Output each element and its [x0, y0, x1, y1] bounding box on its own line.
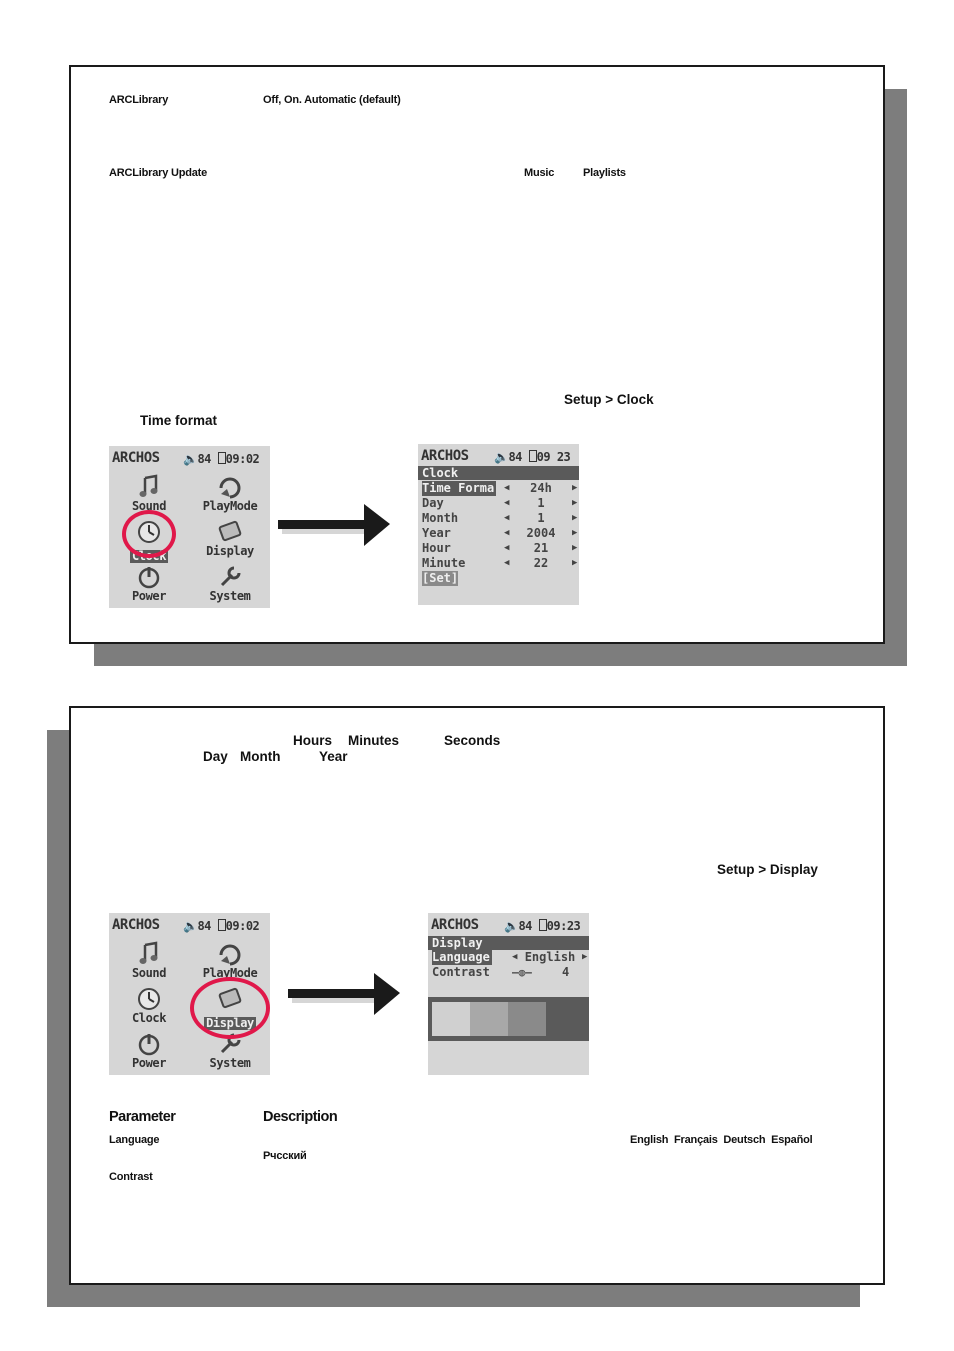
- arclibrary-label: ARCLibrary: [109, 94, 169, 106]
- right-arrow-icon[interactable]: ▶: [572, 528, 578, 538]
- status-bar: 🔈84 09 23: [494, 450, 571, 464]
- arclibrary-options: Off, On. Automatic (default): [263, 94, 401, 106]
- setting-row-minute[interactable]: Minute ◀ 22 ▶: [422, 556, 578, 570]
- menu-label-sound: Sound: [131, 966, 167, 980]
- setting-row-contrast[interactable]: Contrast —◍— 4: [432, 965, 570, 979]
- menu-item-sound[interactable]: [109, 941, 189, 980]
- battery-icon: [218, 919, 226, 931]
- playlists-label: Playlists: [583, 167, 626, 179]
- left-arrow-icon[interactable]: ◀: [504, 498, 510, 508]
- menu-label-clock: Clock: [131, 1011, 167, 1025]
- menu-item-playmode[interactable]: [190, 941, 270, 980]
- month-label: Month: [240, 749, 281, 764]
- playmode-icon: [217, 474, 243, 500]
- right-arrow-icon[interactable]: ▶: [572, 483, 578, 493]
- contrast-param: Contrast: [109, 1171, 153, 1183]
- music-label: Music: [524, 167, 555, 179]
- menu-item-clock[interactable]: [109, 986, 189, 1025]
- wrench-icon: [217, 564, 243, 590]
- battery-icon: [529, 450, 537, 462]
- right-arrow-icon[interactable]: ▶: [572, 513, 578, 523]
- speaker-icon: 🔈: [494, 450, 509, 464]
- contrast-slider[interactable]: —◍—: [512, 966, 532, 979]
- speaker-icon: 🔈: [183, 452, 198, 466]
- status-bar: 🔈84 09:02: [183, 452, 260, 466]
- menu-item-sound[interactable]: [109, 474, 189, 513]
- setting-row-language[interactable]: Language ◀ English ▶: [432, 950, 588, 964]
- menu-label-system: System: [209, 1056, 251, 1070]
- menu-item-display[interactable]: [190, 519, 270, 558]
- menu-label-display: Display: [206, 1016, 254, 1030]
- year-label: Year: [319, 749, 348, 764]
- music-note-icon: [136, 941, 162, 967]
- menu-label-system: System: [209, 589, 251, 603]
- archos-brand: ARCHOS: [112, 917, 160, 933]
- arclibrary-update-label: ARCLibrary Update: [109, 167, 208, 179]
- swatch-2: [470, 1002, 508, 1036]
- playmode-icon: [217, 941, 243, 967]
- setting-row-year[interactable]: Year ◀ 2004 ▶: [422, 526, 578, 540]
- speaker-icon: 🔈: [504, 919, 519, 933]
- music-note-icon: [136, 474, 162, 500]
- archos-brand: ARCHOS: [112, 450, 160, 466]
- right-arrow-icon: [288, 971, 408, 1019]
- menu-item-playmode[interactable]: [190, 474, 270, 513]
- right-arrow-icon[interactable]: ▶: [572, 498, 578, 508]
- setup-clock-path: Setup > Clock: [564, 392, 654, 407]
- table-header-description: Description: [263, 1109, 338, 1125]
- menu-item-power[interactable]: [109, 1031, 189, 1070]
- right-arrow-icon: [278, 502, 398, 550]
- day-label: Day: [203, 749, 228, 764]
- setting-row-month[interactable]: Month ◀ 1 ▶: [422, 511, 578, 525]
- left-arrow-icon[interactable]: ◀: [512, 952, 518, 962]
- setting-row-hour[interactable]: Hour ◀ 21 ▶: [422, 541, 578, 555]
- menu-label-playmode: PlayMode: [202, 966, 258, 980]
- minutes-label: Minutes: [348, 733, 400, 748]
- menu-item-power[interactable]: [109, 564, 189, 603]
- main-menu-screen-1: [109, 446, 270, 608]
- display-icon: [217, 519, 243, 545]
- menu-label-clock: Clock: [131, 549, 167, 563]
- left-arrow-icon[interactable]: ◀: [504, 513, 510, 523]
- status-bar: 🔈84 09:23: [504, 919, 581, 933]
- setting-row-day[interactable]: Day ◀ 1 ▶: [422, 496, 578, 510]
- clock-settings-screen: [418, 444, 579, 605]
- battery-icon: [539, 919, 547, 931]
- right-arrow-icon[interactable]: ▶: [572, 543, 578, 553]
- languages-list: English Français Deutsch Español: [630, 1134, 813, 1146]
- display-settings-screen: [428, 913, 589, 1075]
- right-arrow-icon[interactable]: ▶: [582, 952, 588, 962]
- russian-option: Рчсский: [263, 1150, 307, 1162]
- menu-label-playmode: PlayMode: [202, 499, 258, 513]
- left-arrow-icon[interactable]: ◀: [504, 528, 510, 538]
- speaker-icon: 🔈: [183, 919, 198, 933]
- setup-display-path: Setup > Display: [717, 862, 818, 877]
- menu-label-power: Power: [131, 589, 167, 603]
- power-icon: [136, 1031, 162, 1057]
- time-format-label: Time format: [140, 413, 218, 428]
- contrast-swatches: [428, 997, 589, 1041]
- screen-header: [109, 446, 270, 470]
- table-header-parameter: Parameter: [109, 1109, 176, 1125]
- menu-item-system[interactable]: [190, 564, 270, 603]
- set-button-row: [418, 571, 579, 586]
- highlight-ring: [122, 510, 176, 558]
- screen-header: [428, 913, 589, 937]
- set-button[interactable]: [Set]: [422, 571, 459, 585]
- battery-icon: [218, 452, 226, 464]
- status-bar: 🔈84 09:02: [183, 919, 260, 933]
- menu-label-display: Display: [206, 544, 254, 558]
- screen-header: [418, 444, 579, 468]
- power-icon: [136, 564, 162, 590]
- clock-icon: [136, 986, 162, 1012]
- menu-title: Clock: [418, 466, 579, 480]
- left-arrow-icon[interactable]: ◀: [504, 483, 510, 493]
- screen-header: [109, 913, 270, 937]
- swatch-3: [508, 1002, 546, 1036]
- setting-row-time-format[interactable]: Time Forma ◀ 24h ▶: [422, 481, 578, 495]
- menu-label-power: Power: [131, 1056, 167, 1070]
- highlight-ring: [190, 977, 270, 1039]
- left-arrow-icon[interactable]: ◀: [504, 558, 510, 568]
- menu-label-sound: Sound: [131, 499, 167, 513]
- right-arrow-icon[interactable]: ▶: [572, 558, 578, 568]
- hours-label: Hours: [293, 733, 333, 748]
- left-arrow-icon[interactable]: ◀: [504, 543, 510, 553]
- archos-brand: ARCHOS: [421, 448, 469, 464]
- menu-title: Display: [428, 936, 589, 950]
- archos-brand: ARCHOS: [431, 917, 479, 933]
- swatch-1: [432, 1002, 470, 1036]
- seconds-label: Seconds: [444, 733, 501, 748]
- language-param: Language: [109, 1134, 160, 1146]
- main-menu-screen-2: [109, 913, 270, 1075]
